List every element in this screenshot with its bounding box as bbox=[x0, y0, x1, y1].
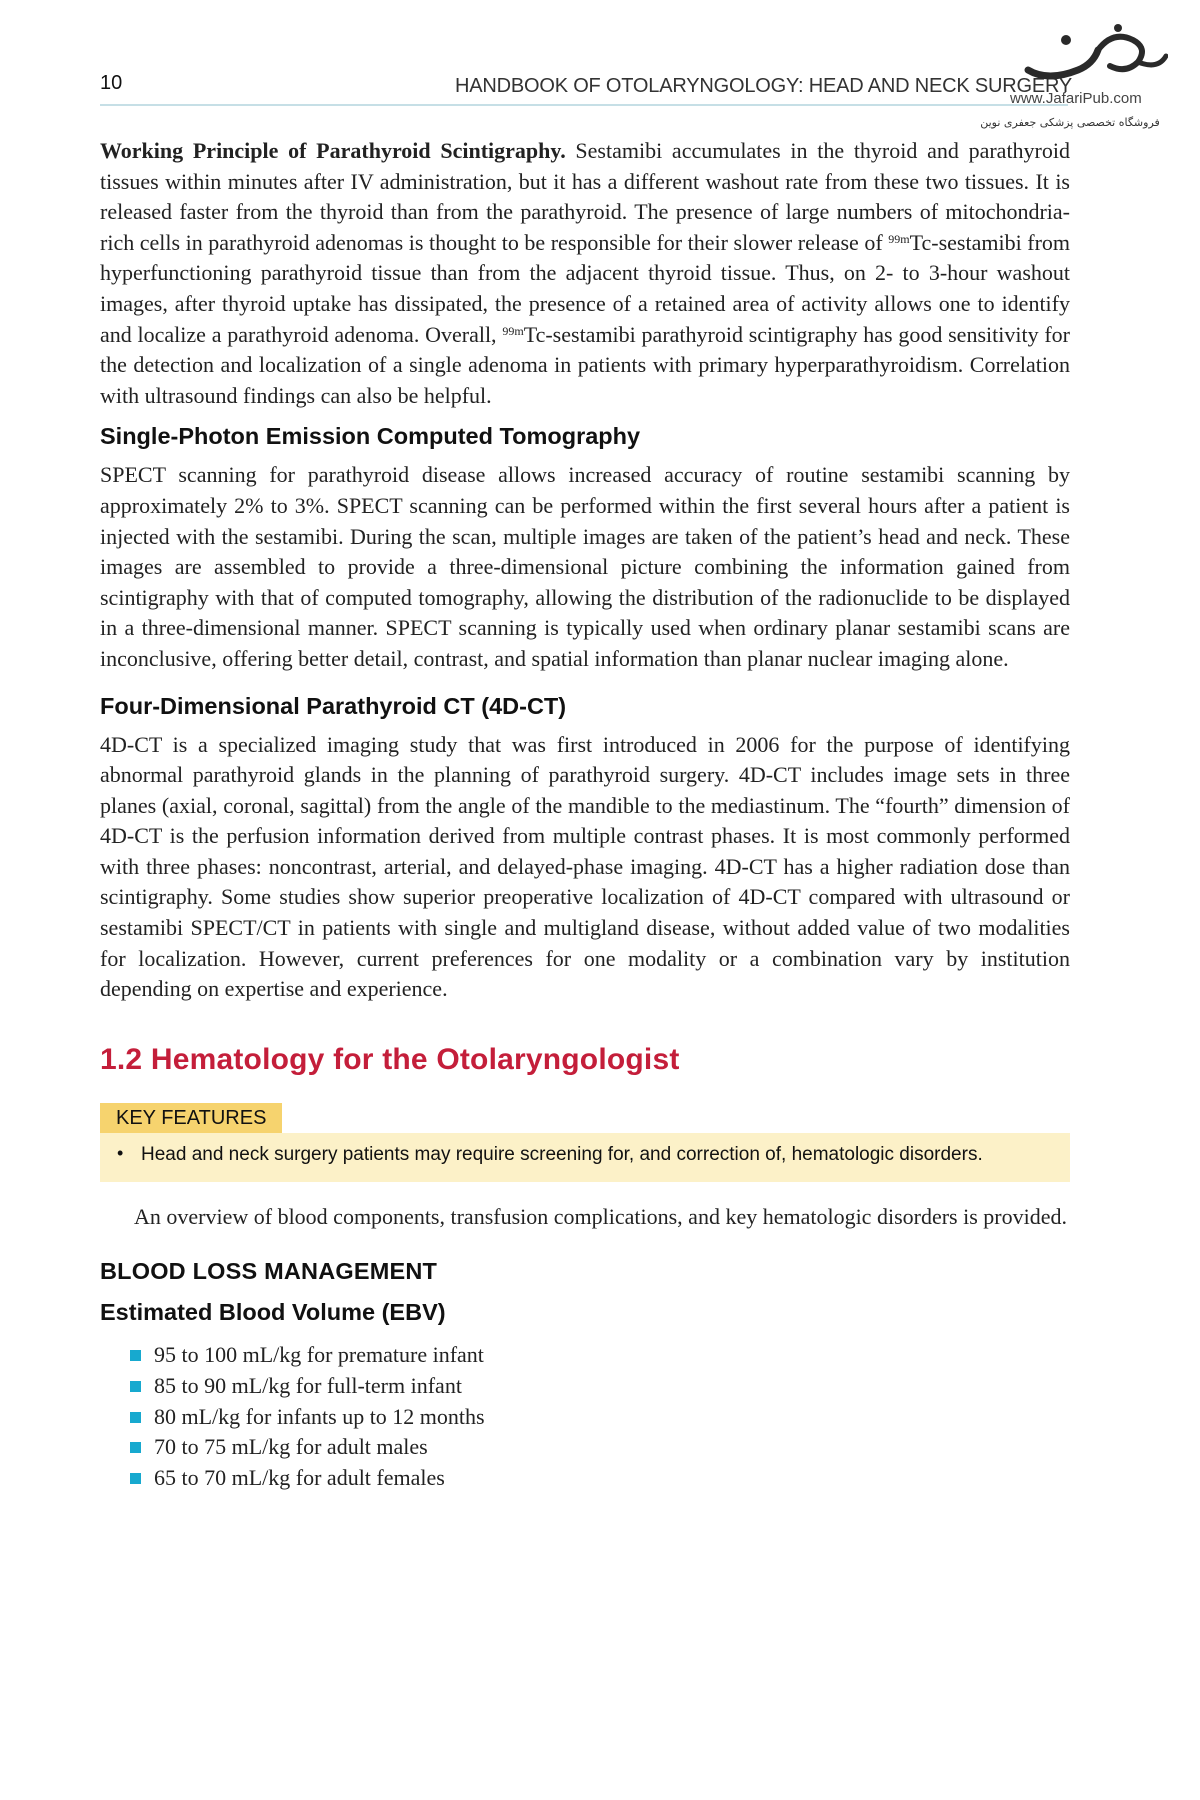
list-item-text: 65 to 70 mL/kg for adult females bbox=[154, 1464, 445, 1490]
scintigraphy-text-3: Tc-sestamibi parathyroid scintigraphy has good sensitivity for the detection and localization of a single adenoma in patients with primary hyperparathyroidism. Correlation with ultrasound findings can also be helpful. bbox=[100, 321, 1070, 408]
ebv-list bbox=[100, 1340, 1070, 1493]
list-item bbox=[130, 1371, 1070, 1402]
fourdct-heading: Four-Dimensional Parathyroid CT (4D-CT) bbox=[100, 692, 567, 719]
list-item bbox=[130, 1432, 1070, 1463]
publisher-logo-icon bbox=[1018, 20, 1168, 90]
square-bullet-icon bbox=[130, 1350, 141, 1361]
list-item-text: 85 to 90 mL/kg for full-term infant bbox=[154, 1373, 462, 1399]
blood-loss-heading: BLOOD LOSS MANAGEMENT bbox=[100, 1258, 438, 1285]
spect-heading: Single-Photon Emission Computed Tomography bbox=[100, 423, 641, 450]
key-features-box bbox=[100, 1103, 1070, 1182]
scintigraphy-lead-in: Working Principle of Parathyroid Scintigraphy. bbox=[100, 138, 566, 163]
key-features-item: Head and neck surgery patients may require screening for, and correction of, hematologic disorders. bbox=[141, 1143, 983, 1165]
square-bullet-icon bbox=[130, 1442, 141, 1453]
publisher-tagline: فروشگاه تخصصی پزشکی جعفری نوین bbox=[980, 116, 1160, 129]
key-features-label: KEY FEATURES bbox=[100, 1103, 282, 1133]
running-head: HANDBOOK OF OTOLARYNGOLOGY: HEAD AND NECK SURGERY bbox=[454, 75, 1072, 97]
list-item-text: 70 to 75 mL/kg for adult males bbox=[154, 1434, 428, 1460]
scintigraphy-text-2: Tc-sestamibi from hyperfunctioning parathyroid tissue than from the adjacent thyroid tissue. Thus, on 2- to 3-hour washout images, after thyroid uptake has dissipated, the presence of a retained area of activity allows one to identify and localize a parathyroid adenoma. Overall, bbox=[100, 229, 1071, 347]
page-number: 10 bbox=[100, 72, 123, 94]
publisher-watermark bbox=[980, 20, 1180, 140]
fourdct-paragraph: 4D-CT is a specialized imaging study that was first introduced in 2006 for the purpose of identifying abnormal parathyroid glands in the planning of parathyroid surgery. 4D-CT includes image sets in three planes (axial, coronal, sagittal) from the angle of the mandible to the mediastinum. The “fourth” dimension of 4D-CT is the perfusion information derived from multiple contrast phases. It is most commonly performed with three phases: noncontrast, arterial, and delayed-phase imaging. 4D-CT has a higher radiation dose than scintigraphy. Some studies show superior preoperative localization of 4D-CT compared with ultrasound or sestamibi SPECT/CT in patients with single and multigland disease, without added value of two modalities for localization. However, current preferences for one modality or a combination vary by institution depending on expertise and experience. bbox=[100, 731, 1070, 1002]
isotope-superscript: 99m bbox=[888, 231, 910, 246]
section-title: 1.2 Hematology for the Otolaryngologist bbox=[100, 1042, 680, 1076]
square-bullet-icon bbox=[130, 1473, 141, 1484]
overview-paragraph: An overview of blood components, transfusion complications, and key hematologic disorders is provided. bbox=[134, 1203, 1067, 1229]
publisher-url: www.JafariPub.com bbox=[1010, 90, 1142, 107]
key-features-body bbox=[100, 1133, 1070, 1182]
header-rule bbox=[100, 104, 1068, 106]
list-item-text: 80 mL/kg for infants up to 12 months bbox=[154, 1403, 485, 1429]
page-content bbox=[100, 136, 1070, 1493]
list-item-text: 95 to 100 mL/kg for premature infant bbox=[154, 1342, 484, 1368]
list-item bbox=[130, 1402, 1070, 1433]
square-bullet-icon bbox=[130, 1412, 141, 1423]
ebv-heading: Estimated Blood Volume (EBV) bbox=[100, 1299, 446, 1326]
square-bullet-icon bbox=[130, 1381, 141, 1392]
scintigraphy-text-1: Sestamibi accumulates in the thyroid and parathyroid tissues within minutes after IV administration, but it has a different washout rate from these two tissues. It is released faster from the thyroid than from the parathyroid. The presence of large numbers of mitochondria-rich cells in parathyroid adenomas is thought to be responsible for their slower release of bbox=[100, 138, 1070, 255]
spect-paragraph: SPECT scanning for parathyroid disease allows increased accuracy of routine sestamibi scanning by approximately 2% to 3%. SPECT scanning can be performed within the first several hours after a patient is injected with the sestamibi. During the scan, multiple images are taken of the patient’s head and neck. These images are assembled to provide a three-dimensional picture combining the information gained from scintigraphy with that of computed tomography, allowing the distribution of the radionuclide to be displayed in a three-dimensional manner. SPECT scanning is typically used when ordinary planar sestamibi scans are inconclusive, offering better detail, contrast, and spatial information than planar nuclear imaging alone. bbox=[100, 462, 1070, 671]
list-item bbox=[130, 1463, 1070, 1494]
list-item bbox=[130, 1340, 1070, 1371]
scintigraphy-paragraph bbox=[100, 136, 1070, 411]
isotope-superscript: 99m bbox=[502, 323, 524, 338]
bullet-icon: • bbox=[117, 1142, 124, 1163]
